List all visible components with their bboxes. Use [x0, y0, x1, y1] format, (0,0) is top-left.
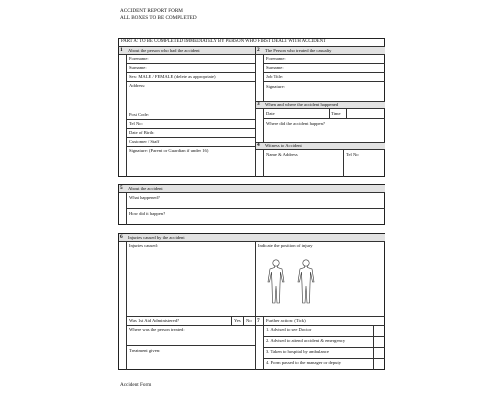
body-front-figure: [268, 260, 284, 303]
s6-first-aid-label: Was 1st Aid Administered?: [129, 318, 180, 323]
s1-dob-label: Date of Birth:: [129, 130, 155, 135]
s6-yes-label: Yes: [234, 318, 241, 323]
body-diagram: [262, 258, 322, 308]
s6-no-label: No: [246, 318, 252, 323]
section-4-title: Witness to Accident: [265, 142, 302, 148]
s1-surname-label: Surname:: [129, 65, 147, 70]
s1-signature-label: Signature: (Parent or Guardian if under 16): [129, 148, 209, 153]
s2-surname-label: Surname:: [266, 65, 284, 70]
s6-treatment-label: Treatment given:: [129, 348, 161, 353]
part-a-heading: PART A: TO BE COMPLETED IMMEDIATELY BY PERSON WHO FIRST DEALT WITH ACCIDENT: [121, 39, 326, 44]
s2-forename-label: Forename:: [266, 56, 286, 61]
section-2-title: The Person who treated the casualty: [265, 47, 332, 53]
section-1-title: About the person who had the accident: [128, 47, 200, 53]
s1-forename-label: Forename:: [129, 56, 149, 61]
footer-label: Accident Form: [120, 382, 152, 388]
s4-tel-label: Tel No: [346, 152, 359, 157]
s5-how-label: How did it happen?: [129, 211, 166, 216]
s7-item-1: 1. Advised to see Doctor: [266, 327, 312, 332]
form-subtitle: ALL BOXES TO BE COMPLETED: [120, 15, 197, 21]
s6-indicate-label: Indicate the position of injury: [258, 243, 313, 248]
s2-job-title-label: Job Title:: [266, 74, 284, 79]
s6-injuries-label: Injuries caused:: [129, 243, 158, 248]
s1-tel-label: Tel No:: [129, 121, 143, 126]
s1-sex-label: Sex: MALE / FEMALE (delete as appropriate): [129, 74, 216, 79]
form-title: ACCIDENT REPORT FORM: [120, 8, 183, 14]
section-3-title: When and where the accident happened: [265, 101, 339, 107]
s7-item-3: 3. Taken to hospital by ambulance: [266, 349, 329, 354]
s7-item-4: 4. Form passed to the manager or deputy: [266, 360, 342, 365]
section-5-number: 5: [120, 185, 123, 191]
s3-time-label: Time: [331, 111, 341, 116]
s3-where-label: Where did the accident happen?: [266, 121, 325, 126]
section-3-number: 3: [257, 101, 260, 107]
s2-signature-label: Signature:: [266, 84, 285, 89]
body-back-figure: [298, 260, 314, 303]
section-7-title: Further action: (Tick): [266, 318, 306, 323]
part-a-divider: [255, 46, 256, 177]
section-4-number: 4: [257, 142, 260, 148]
section-6-number: 6: [120, 234, 123, 240]
s1-address-label: Address:: [129, 83, 146, 88]
section-5-title: About the accident: [128, 185, 163, 191]
section-7-number: 7: [257, 317, 260, 324]
s1-customer-staff-label: Customer / Staff: [129, 139, 160, 144]
section-6-title: Injuries caused by the accident: [128, 234, 185, 240]
s7-item-2: 2. Advised to attend accident & emergency: [266, 338, 346, 343]
s6-where-treated-label: Where was the person treated:: [129, 327, 185, 332]
s3-date-label: Date: [266, 111, 275, 116]
section-1-number: 1: [120, 47, 123, 53]
s5-what-label: What happened?: [129, 195, 160, 200]
section-2-number: 2: [257, 47, 260, 53]
s4-name-address-label: Name & Address: [266, 152, 298, 157]
s1-postcode-label: Post Code:: [129, 112, 150, 117]
